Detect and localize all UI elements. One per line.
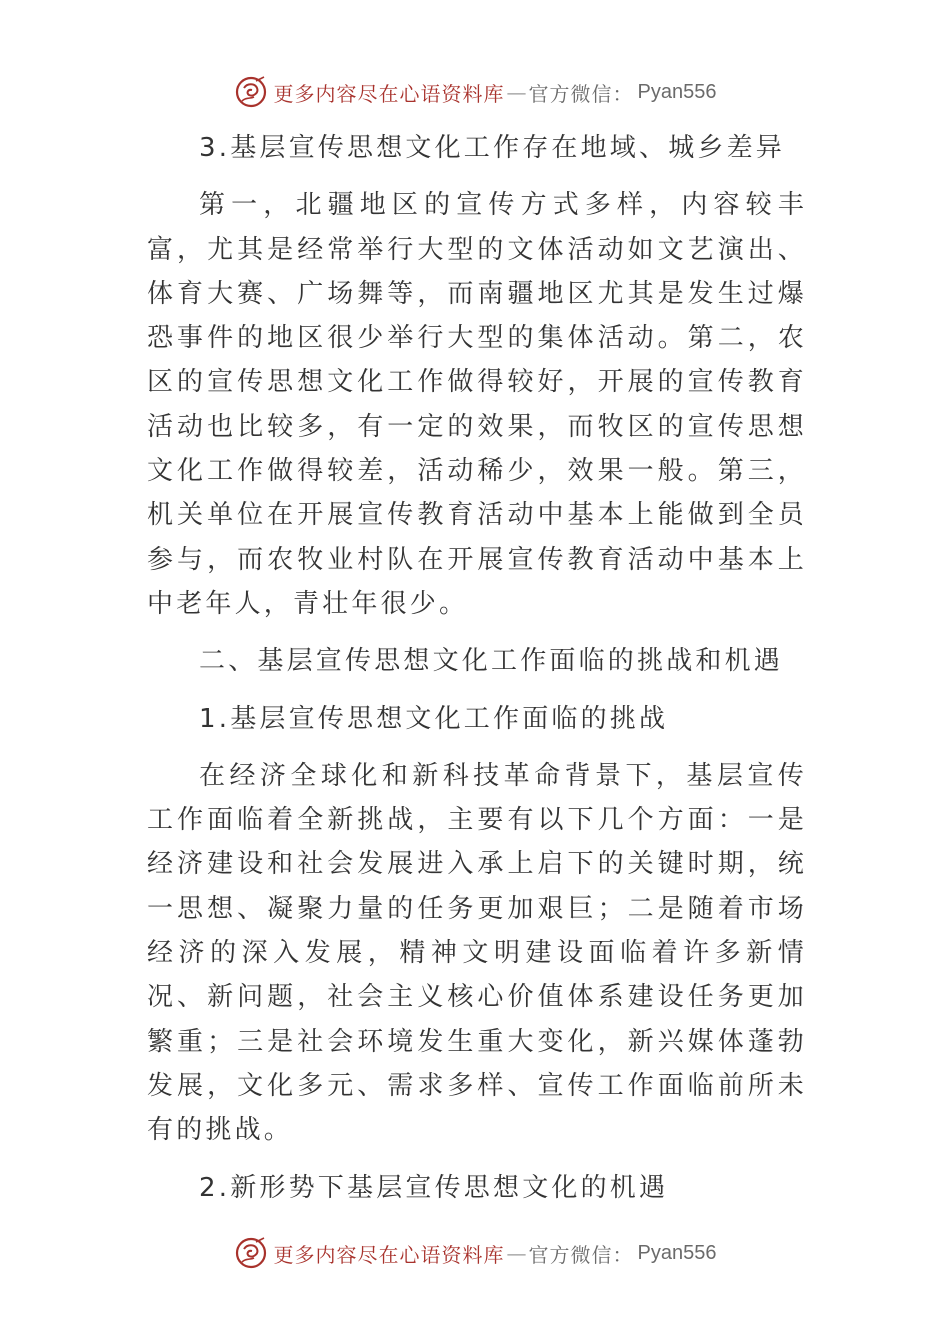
- banner-separator: —: [506, 1241, 527, 1265]
- rose-logo-icon: [234, 1236, 268, 1270]
- footer-watermark-banner: [0, 1233, 950, 1273]
- section-heading: 3.基层宣传思想文化工作存在地域、城乡差异: [199, 133, 786, 163]
- banner-separator: —: [506, 80, 527, 104]
- banner-main-text: 更多内容尽在心语资料库: [273, 81, 505, 106]
- banner-main-text: 更多内容尽在心语资料库: [273, 1242, 505, 1267]
- body-paragraph: 第一，北疆地区的宣传方式多样，内容较丰富，尤其是经常举行大型的文体活动如文艺演出、体育大赛、广场舞等，而南疆地区尤其是发生过爆恐事件的地区很少举行大型的集体活动。第二，农区的宣传思想文化工作做得较好，开展的宣传教育活动也比较多，有一定的效果，而牧区的宣传思想文化工作做得较差，活动稀少，效果一般。第三，机关单位在开展宣传教育活动中基本上能做到全员参与，而农牧业村队在开展宣传教育活动中基本上中老年人，青壮年很少。: [147, 190, 807, 619]
- section-heading: 二、基层宣传思想文化工作面临的挑战和机遇: [199, 646, 784, 677]
- body-paragraph: 在经济全球化和新科技革命背景下，基层宣传工作面临着全新挑战，主要有以下几个方面：一是经济建设和社会发展进入承上启下的关键时期，统一思想、凝聚力量的任务更加艰巨；二是随着市场经济的深入发展，精神文明建设面临着许多新情况、新问题，社会主义核心价值体系建设任务更加繁重；三是社会环境发生重大变化，新兴媒体蓬勃发展，文化多元、需求多样、宣传工作面临前所未有的挑战。: [147, 760, 807, 1146]
- subsection-heading: 1.基层宣传思想文化工作面临的挑战: [199, 703, 669, 734]
- header-watermark-banner: [0, 72, 950, 112]
- banner-wechat-id: Pyan556: [637, 80, 717, 103]
- banner-wechat-id: Pyan556: [637, 1241, 717, 1264]
- document-body: [147, 126, 807, 1210]
- banner-wechat-label: 官方微信：: [528, 1242, 634, 1267]
- subsection-heading: 2.新形势下基层宣传思想文化的机遇: [199, 1172, 669, 1203]
- rose-logo-icon: [234, 75, 268, 109]
- banner-wechat-label: 官方微信：: [528, 81, 634, 106]
